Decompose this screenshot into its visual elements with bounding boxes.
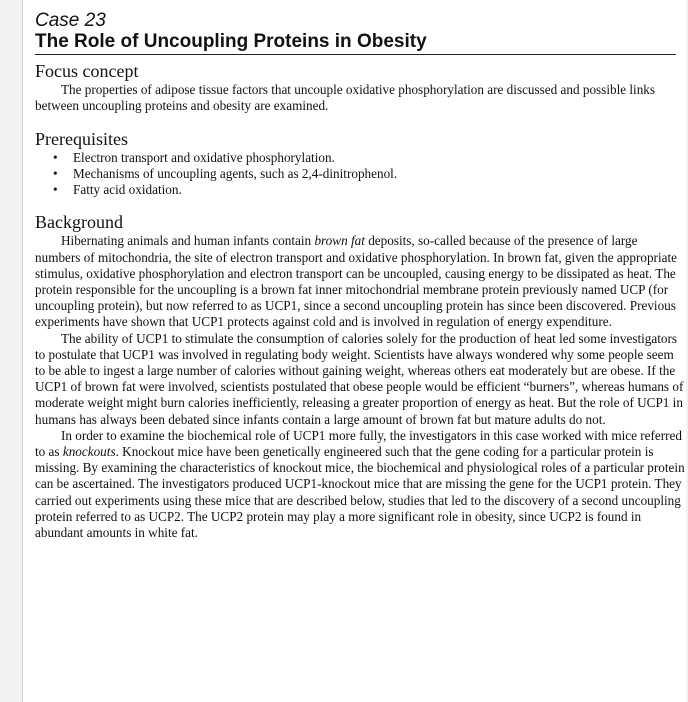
- list-item: [35, 182, 685, 198]
- background-section: [35, 211, 685, 541]
- document-content: [35, 10, 685, 541]
- focus-text: The properties of adipose tissue factors that uncouple oxidative phosphorylation are discussed and possible links between uncoupling proteins and obesity are examined.: [35, 82, 656, 114]
- background-paragraph-3: [35, 428, 685, 541]
- background-heading: Background: [35, 212, 123, 233]
- prerequisites-heading: Prerequisites: [35, 129, 128, 150]
- list-item-text: Mechanisms of uncoupling agents, such as 2,4-dinitrophenol.: [73, 166, 398, 182]
- text-run: Hibernating animals and human infants contain: [61, 233, 315, 249]
- text-run: . Knockout mice have been genetically engineered such that the gene coding for a particular protein is missing. By examining the characteristics of knockout mice, the biochemical and physiological roles of a particular protein can be ascertained. The investigators produced UCP1-knockout mice that are missing the gene for the UCP1 protein. They carried out experiments using these mice that are described below, studies that led to the discovery of a second uncoupling protein referred to as UCP2. The UCP2 protein may play a more significant role in obesity, since UCP2 is found in abundant amounts in white fat.: [35, 444, 685, 541]
- prerequisites-list: [35, 150, 685, 198]
- focus-section: [35, 60, 685, 114]
- bullet-icon: •: [53, 166, 58, 182]
- text-run: deposits, so-called because of the presence of large numbers of mitochondria, the site of electron transport and oxidative phosphorylation. In brown fat, given the appropriate stimulus, oxidative phosphorylation and electron transport can be uncoupled, causing energy to be dissipated as heat. The protein responsible for the uncoupling is a brown fat inner mitochondrial membrane protein previously named UCP (for uncoupling protein), but now referred to as UCP1, since a second uncoupling protein has since been discovered. Previous experiments have shown that UCP1 protects against cold and is involved in regulation of energy expenditure.: [35, 233, 677, 330]
- background-paragraph-2: The ability of UCP1 to stimulate the consumption of calories solely for the production of heat led some investigators to postulate that UCP1 was involved in regulating body weight. Scientists have always wondered why some people seem to be able to ingest a large number of calories without gaining weight, whereas others eat moderately but are obese. If the UCP1 of brown fat were involved, scientists postulated that obese people would be efficient “burners”, whereas humans of moderate weight might burn calories inefficiently, releasing a greater proportion of energy as heat. But the role of UCP1 in humans has always been debated since infants contain a large amount of brown fat but mature adults do not.: [35, 330, 684, 427]
- emphasis-knockouts: knockouts: [62, 444, 116, 460]
- bullet-icon: •: [53, 150, 58, 166]
- emphasis-brown-fat: brown fat: [314, 233, 365, 249]
- document-page: [22, 0, 686, 702]
- prerequisites-section: [35, 128, 685, 198]
- list-item-text: Electron transport and oxidative phosphorylation.: [73, 150, 335, 166]
- bullet-icon: •: [53, 182, 58, 198]
- list-item-text: Fatty acid oxidation.: [73, 182, 182, 198]
- case-number: Case 23: [35, 10, 106, 31]
- background-paragraph-1: [35, 233, 685, 330]
- list-item: [35, 166, 685, 182]
- text-run: In order to examine the biochemical role of UCP1 more fully, the investigators in this case worked with mice referred to as: [35, 427, 682, 460]
- case-title: The Role of Uncoupling Proteins in Obesity: [35, 31, 676, 55]
- focus-heading: Focus concept: [35, 61, 139, 81]
- list-item: [35, 150, 685, 166]
